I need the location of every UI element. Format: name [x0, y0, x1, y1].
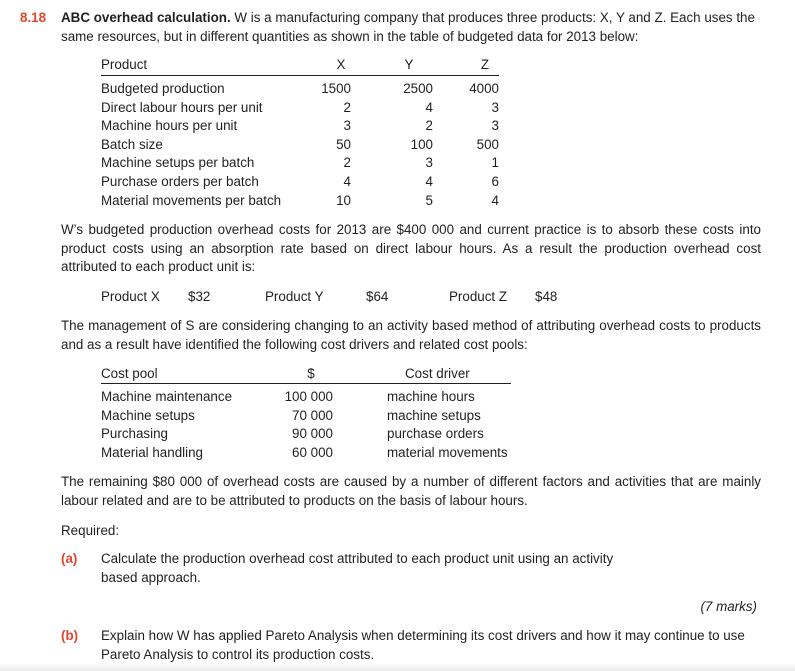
cost-driver: material movements [387, 444, 508, 460]
row-label: Batch size [101, 136, 163, 152]
allocation-product-z: Product Z [449, 289, 508, 304]
remaining-paragraph [61, 473, 761, 510]
cell-y: 3 [425, 155, 433, 171]
table-row [101, 99, 499, 118]
budget-table [101, 56, 499, 210]
cell-x: 4 [343, 173, 351, 189]
cost-driver: purchase orders [387, 426, 484, 442]
cell-x: 3 [343, 118, 351, 134]
table-row [101, 173, 499, 192]
cost-pool-table-header [101, 365, 511, 384]
cost-pool: Machine setups [101, 407, 195, 423]
allocation-cost-y: $64 [366, 289, 389, 304]
cell-x: 2 [343, 99, 351, 115]
part-b-line-1: Explain how W has applied Pareto Analysis when determining its cost drivers and how it may continue to use [101, 628, 745, 643]
cell-z: 4000 [469, 81, 499, 96]
table-row [101, 407, 511, 426]
allocation-cost-z: $48 [535, 289, 558, 304]
cell-z: 6 [491, 173, 499, 189]
question-intro [61, 9, 761, 46]
question-number: 8.18 [20, 10, 47, 25]
header-amount: $ [307, 366, 315, 381]
question-title: ABC overhead calculation. [61, 10, 231, 25]
table-row [101, 444, 511, 463]
cell-x: 2 [343, 155, 351, 171]
cost-amount: 90 000 [292, 426, 333, 442]
header-z: Z [480, 57, 490, 72]
table-row [101, 117, 499, 136]
page-edge-shadow [0, 663, 795, 671]
row-label: Machine setups per batch [101, 155, 255, 171]
part-b-text [101, 627, 761, 664]
table-row [101, 80, 499, 99]
allocation-product-y: Product Y [265, 289, 324, 304]
part-a-line-1: Calculate the production overhead cost attributed to each product unit using an activity [101, 551, 614, 566]
cell-x: 1500 [321, 81, 351, 96]
cell-z: 3 [491, 118, 499, 134]
cost-amount: 60 000 [292, 444, 333, 460]
cost-driver: machine setups [387, 407, 481, 423]
row-label: Material movements per batch [101, 192, 282, 208]
table-row [101, 154, 499, 173]
table-row [101, 192, 499, 211]
cell-y: 2 [425, 118, 433, 134]
management-text: The management of S are considering changing to an activity based method of attributing overhead costs to products and as a result have identified the following cost drivers and related cost pools: [61, 318, 761, 352]
cell-y: 4 [425, 173, 433, 189]
cell-z: 500 [476, 136, 499, 152]
table-row [101, 425, 511, 444]
header-cost-pool: Cost pool [101, 366, 158, 381]
allocation-cost-x: $32 [188, 289, 211, 304]
header-x: X [336, 57, 346, 72]
budget-table-header [101, 56, 499, 76]
cell-y: 5 [425, 192, 433, 208]
header-y: Y [404, 57, 414, 72]
cost-pool-table [101, 365, 511, 462]
cost-pool: Purchasing [101, 426, 168, 442]
cost-pool: Material handling [101, 444, 203, 460]
part-a-text [101, 550, 761, 587]
row-label: Budgeted production [101, 81, 225, 96]
cell-y: 2500 [403, 81, 433, 96]
absorption-text: W’s budgeted production overhead costs for 2013 are $400 000 and current practice is to absorb these costs into product costs using an absorption rate based on direct labour hours. As a result the production overhead cost attributed to each product unit is: [61, 222, 761, 274]
cost-amount: 100 000 [284, 389, 333, 404]
header-product: Product [101, 57, 148, 72]
row-label: Machine hours per unit [101, 118, 238, 134]
absorption-paragraph [61, 221, 761, 277]
row-label: Direct labour hours per unit [101, 99, 263, 115]
allocation-row [0, 288, 795, 307]
row-label: Purchase orders per batch [101, 173, 259, 189]
table-row [101, 136, 499, 155]
header-cost-driver: Cost driver [405, 366, 470, 381]
cell-z: 1 [491, 155, 499, 171]
required-label: Required: [61, 523, 120, 538]
cell-y: 4 [425, 99, 433, 115]
cell-x: 10 [336, 192, 351, 208]
cost-amount: 70 000 [292, 407, 333, 423]
cell-z: 3 [491, 99, 499, 115]
cost-driver: machine hours [387, 389, 475, 404]
cell-z: 4 [491, 192, 499, 208]
management-paragraph [61, 317, 761, 354]
cell-y: 100 [410, 136, 433, 152]
cost-pool: Machine maintenance [101, 389, 233, 404]
part-a-line-2: based approach. [101, 569, 201, 585]
table-row [101, 388, 511, 407]
cell-x: 50 [336, 136, 351, 152]
remaining-text: The remaining $80 000 of overhead costs are caused by a number of different factors and activities that are mainly labour related and are to be attributed to products on the basis of labour hours. [61, 474, 761, 508]
part-b-label: (b) [61, 628, 79, 643]
marks-a: (7 marks) [700, 599, 757, 614]
part-b-line-2: Pareto Analysis to control its production costs. [101, 646, 375, 662]
part-a-label: (a) [61, 551, 78, 566]
question-intro-text: W is a manufacturing company that produces three products: X, Y and Z. Each uses the same resources, but in different quantities as shown in the table of budgeted data for 2013 below: [61, 10, 755, 44]
allocation-product-x: Product X [101, 289, 160, 304]
